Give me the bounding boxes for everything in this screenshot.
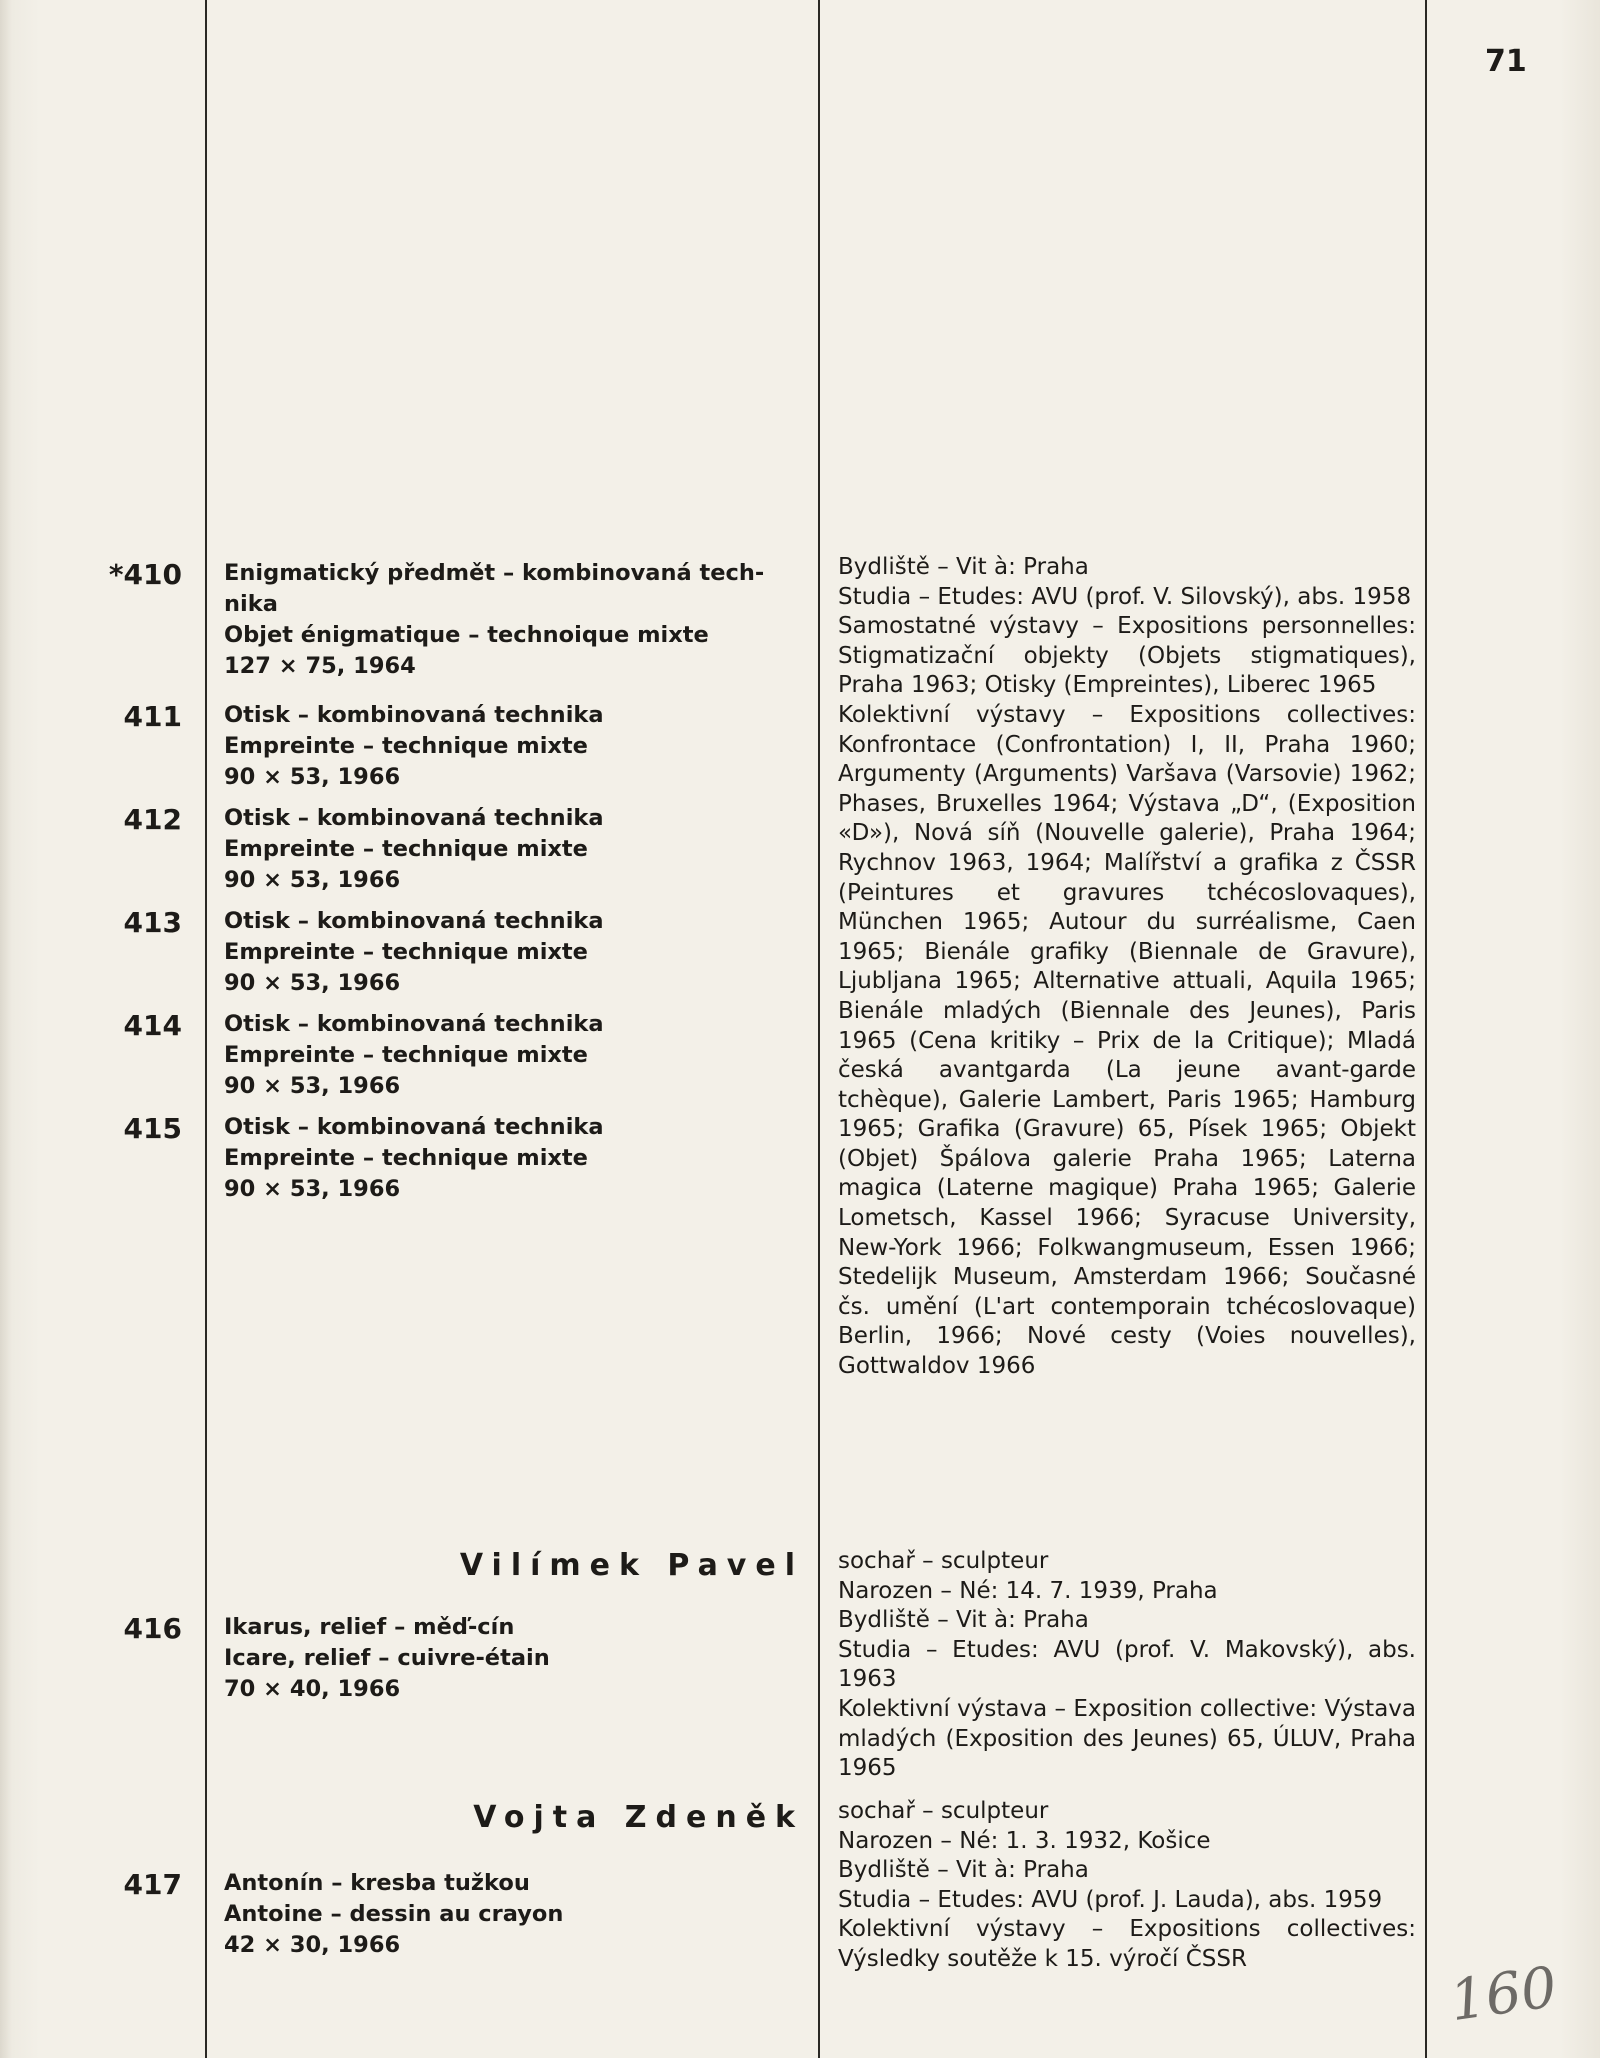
artist-biography — [838, 1797, 1416, 1975]
entry-line: 127 × 75, 1964 — [224, 653, 416, 679]
entry-line: 90 × 53, 1966 — [224, 1176, 401, 1202]
bio-paragraph: Bydliště – Vit à: Praha — [838, 554, 1089, 580]
entry-line: Objet énigmatique – technoique mixte — [224, 622, 709, 648]
entry-line: Otisk – kombinovaná technika — [224, 702, 604, 728]
entry-line: Otisk – kombinovaná technika — [224, 908, 604, 934]
bio-paragraph: sochař – sculpteur — [838, 1548, 1049, 1574]
entry-line: 90 × 53, 1966 — [224, 764, 401, 790]
bio-paragraph: Studia – Etudes: AVU (prof. V. Silovský), abs. 1958 — [838, 583, 1412, 610]
entry-number: 415 — [123, 1112, 182, 1145]
entry-number: 412 — [123, 803, 182, 836]
bio-paragraph: Narozen – Né: 1. 3. 1932, Košice — [838, 1827, 1211, 1854]
entry-line: Ikarus, relief – měď-cín — [224, 1614, 515, 1640]
entry-description — [224, 803, 824, 896]
entry-number: 416 — [123, 1612, 182, 1645]
bio-paragraph: Bydliště – Vit à: Praha — [838, 1607, 1089, 1634]
bio-paragraph: Samostatné výstavy – Expositions personnelles: Stigmatizační objekty (Objets stigmatiques), Praha 1963; Otisky (Empreintes), Liberec 1965 — [838, 613, 1416, 699]
entry-line: 70 × 40, 1966 — [224, 1676, 401, 1702]
artist-biography — [838, 553, 1416, 1382]
bio-paragraph: Studia – Etudes: AVU (prof. J. Lauda), abs. 1959 — [838, 1886, 1383, 1913]
entry-line: 42 × 30, 1966 — [224, 1932, 401, 1958]
entry-line: Antonín – kresba tužkou — [224, 1870, 530, 1896]
entry-line: Empreinte – technique mixte — [224, 939, 588, 965]
bio-paragraph: Narozen – Né: 14. 7. 1939, Praha — [838, 1577, 1218, 1604]
entry-description — [224, 906, 824, 999]
entry-line: Empreinte – technique mixte — [224, 1042, 588, 1068]
entry-line: 90 × 53, 1966 — [224, 970, 401, 996]
handwritten-annotation: 160 — [1445, 1954, 1561, 2035]
entry-number: *410 — [108, 558, 182, 591]
entry-description — [224, 1612, 824, 1705]
entry-line: 90 × 53, 1966 — [224, 867, 401, 893]
entry-line: Empreinte – technique mixte — [224, 733, 588, 759]
entry-line: nika — [224, 591, 278, 617]
artist-biography — [838, 1547, 1416, 1784]
bio-paragraph: Kolektivní výstavy – Expositions collectives: Konfrontace (Confrontation) I, II, Praha 1960; Argumenty (Arguments) Varšava (Varsovie) 1962; Phases, Bruxelles 1964; Výstava „D“, (Exposition «D»), Nová síň (Nouvelle galerie), Praha 1964; Rychnov 1963, 1964; Malířství a grafika z ČSSR (Peintures et gravures tchécoslovaques), München 1965; Autour du surréalisme, Caen 1965; Bienále grafiky (Biennale de Gravure), Ljubljana 1965; Alternative attuali, Aquila 1965; Bienále mladých (Biennale des Jeunes), Paris 1965 (Cena kritiky – Prix de la Critique); Mladá česká avantgarda (La jeune avant-garde tchèque), Galerie Lambert, Paris 1965; Hamburg 1965; Grafika (Gravure) 65, Písek 1965; Objekt (Objet) Špálova galerie Praha 1965; Laterna magica (Laterne magique) Praha 1965; Galerie Lometsch, Kassel 1966; Syracuse University, New-York 1966; Folkwangmuseum, Essen 1966; Stedelijk Museum, Amsterdam 1966; Současné čs. umění (L'art contemporain tchécoslovaque) Berlin, 1966; Nové cesty (Voies nouvelles), Gottwaldov 1966 — [838, 701, 1416, 1380]
entry-description — [224, 1009, 824, 1102]
artist-name: Vilímek Pavel — [459, 1548, 804, 1583]
entry-line: Otisk – kombinovaná technika — [224, 1114, 604, 1140]
entry-description — [224, 558, 824, 682]
bio-paragraph: Bydliště – Vit à: Praha — [838, 1857, 1089, 1884]
entry-line: Otisk – kombinovaná technika — [224, 805, 604, 831]
entry-line: Otisk – kombinovaná technika — [224, 1011, 604, 1037]
bio-paragraph: Kolektivní výstava – Exposition collective: Výstava mladých (Exposition des Jeunes) 65, ÚLUV, Praha 1965 — [838, 1695, 1416, 1782]
column-rule-left — [205, 0, 207, 2058]
entry-description — [224, 1112, 824, 1205]
entry-description — [224, 700, 824, 793]
column-rule-right — [1425, 0, 1427, 2058]
page-number: 71 — [1485, 44, 1527, 79]
entry-description — [224, 1868, 824, 1961]
entry-line: Icare, relief – cuivre-étain — [224, 1645, 550, 1671]
entry-line: Antoine – dessin au crayon — [224, 1901, 564, 1927]
entry-line: 90 × 53, 1966 — [224, 1073, 401, 1099]
artist-name: Vojta Zdeněk — [473, 1800, 804, 1835]
bio-paragraph: Studia – Etudes: AVU (prof. V. Makovský), abs. 1963 — [838, 1636, 1416, 1693]
bio-paragraph: Kolektivní výstavy – Expositions collectives: Výsledky soutěže k 15. výročí ČSSR — [838, 1916, 1416, 1972]
bio-paragraph: sochař – sculpteur — [838, 1798, 1049, 1824]
entry-line: Empreinte – technique mixte — [224, 1145, 588, 1171]
entry-number: 417 — [123, 1868, 182, 1901]
entry-number: 413 — [123, 906, 182, 939]
entry-number: 414 — [123, 1009, 182, 1042]
entry-number: 411 — [123, 700, 182, 733]
entry-line: Empreinte – technique mixte — [224, 836, 588, 862]
entry-line: Enigmatický předmět – kombinovaná tech- — [224, 560, 765, 586]
